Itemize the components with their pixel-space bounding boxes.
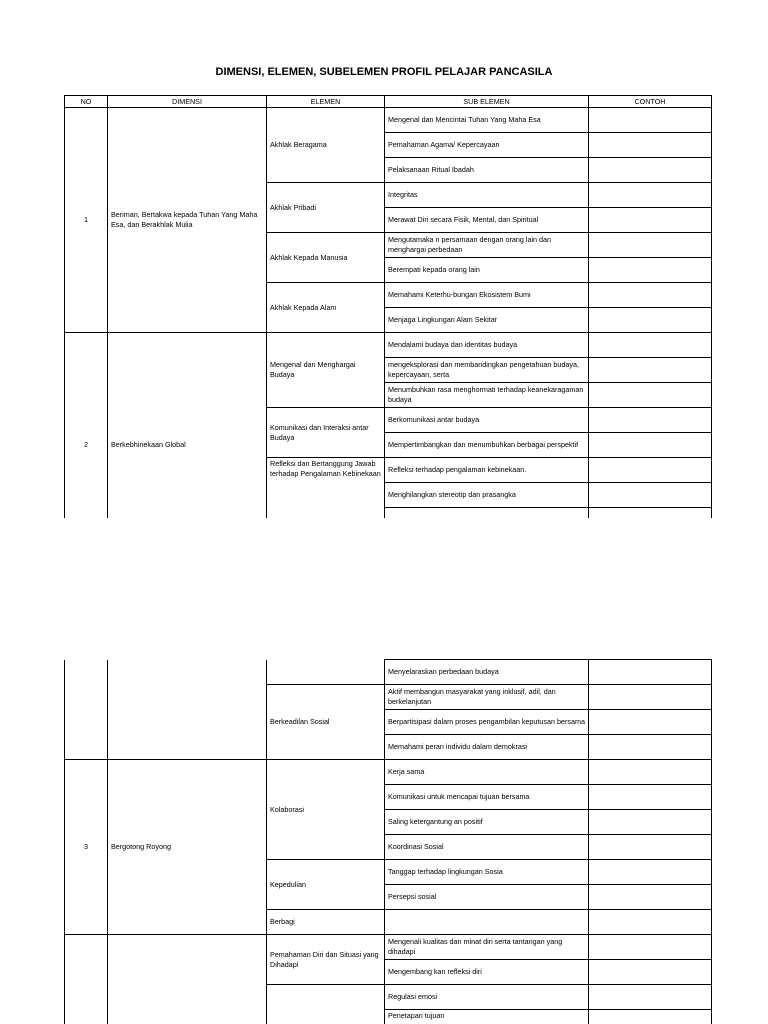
dimension-number [65, 660, 108, 760]
sub-element-cell: Aktif membangun masyarakat yang inklusif, adil, dan berkelanjutan [385, 685, 589, 710]
element-cell: Mengenal dan Menghargai Budaya [267, 333, 385, 408]
sub-element-cell [385, 910, 589, 935]
sub-element-cell: Memahami peran individu dalam demokrasi [385, 735, 589, 760]
sub-element-cell: mengeksplorasi dan membandingkan pengetahuan budaya, kepercayaan, serta [385, 358, 589, 383]
page-title: DIMENSI, ELEMEN, SUBELEMEN PROFIL PELAJAR PANCASILA [215, 66, 553, 78]
element-cell: Komunikasi dan Interaksi antar Budaya [267, 408, 385, 458]
element-cell: Akhlak Kepada Manusia [267, 233, 385, 283]
element-cell [267, 660, 385, 685]
sub-element-cell: Regulasi emosi [385, 985, 589, 1010]
sub-element-cell: Pelaksanaan Ritual Ibadah [385, 158, 589, 183]
sub-element-cell: Mengembang kan refleksi diri [385, 960, 589, 985]
example-cell [589, 935, 712, 960]
header-elemen: ELEMEN [267, 96, 385, 108]
example-cell [589, 1010, 712, 1024]
example-cell [589, 810, 712, 835]
example-cell [589, 760, 712, 785]
dimension-name: Berkebhinekaan Global [108, 333, 267, 519]
sub-element-cell: Mengenali kualitas dan minat diri serta tantangan yang dihadapi [385, 935, 589, 960]
table-row [65, 760, 712, 785]
table-row [65, 935, 712, 960]
sub-element-cell: Menyelaraskan perbedaan budaya [385, 660, 589, 685]
dimension-number: 1 [65, 108, 108, 333]
example-cell [589, 910, 712, 935]
example-cell [589, 785, 712, 810]
sub-element-cell: Penetapan tujuan [385, 1010, 589, 1024]
sub-element-cell: Berempati kepada orang lain [385, 258, 589, 283]
sub-element-cell: Kerja sama [385, 760, 589, 785]
example-cell [589, 885, 712, 910]
element-cell: Akhlak Kepada Alam [267, 283, 385, 333]
header-no: NO [65, 96, 108, 108]
element-cell: Akhlak Beragama [267, 108, 385, 183]
dimension-number [65, 935, 108, 1024]
sub-element-cell: Mengenal dan Mencintai Tuhan Yang Maha Esa [385, 108, 589, 133]
sub-element-cell: Berkomunikasi antar budaya [385, 408, 589, 433]
sub-element-cell: Menumbuhkan rasa menghormati terhadap keanekaragaman budaya [385, 383, 589, 408]
element-cell: Berbagi [267, 910, 385, 935]
element-cell: Kepedulian [267, 860, 385, 910]
sub-element-cell: Saling ketergantung an positif [385, 810, 589, 835]
example-cell [589, 960, 712, 985]
example-cell [589, 835, 712, 860]
dimension-name: Beriman, Bertakwa kepada Tuhan Yang Maha Esa, dan Berakhlak Mulia [108, 108, 267, 333]
dimension-name: Bergotong Royong [108, 760, 267, 935]
header-contoh: CONTOH [589, 96, 712, 108]
example-cell [589, 985, 712, 1010]
element-cell: Berkeadilan Sosial [267, 685, 385, 760]
dimension-name [108, 935, 267, 1024]
example-cell [589, 735, 712, 760]
sub-element-cell: Tanggap terhadap lingkungan Sosia [385, 860, 589, 885]
sub-element-cell: Integritas [385, 183, 589, 208]
sub-element-cell: Mengutamaka n persamaan dengan orang lain dan menghargai perbedaan [385, 233, 589, 258]
dimension-number: 2 [65, 333, 108, 519]
sub-element-cell: Menghilangkan stereotip dan prasangka [385, 483, 589, 508]
example-cell [589, 710, 712, 735]
header-sub-elemen: SUB ELEMEN [385, 96, 589, 108]
sub-element-cell: Persepsi sosial [385, 885, 589, 910]
dimension-number: 3 [65, 760, 108, 935]
sub-element-cell: Berpartisipasi dalam proses pengambilan keputusan bersama [385, 710, 589, 735]
sub-element-cell: Merawat Diri secara Fisik, Mental, dan Spiritual [385, 208, 589, 233]
example-cell [589, 660, 712, 685]
sub-element-cell: Pemahaman Agama/ Kepercayaan [385, 133, 589, 158]
dimension-name [108, 660, 267, 760]
sub-element-cell: Refleksi terhadap pengalaman kebinekaan. [385, 458, 589, 483]
example-cell [589, 860, 712, 885]
sub-element-cell: Mempertimbangkan dan menumbuhkan berbagai perspektif [385, 433, 589, 458]
element-cell: Akhlak Pribadi [267, 183, 385, 233]
sub-element-cell: Mendalami budaya dan identitas budaya [385, 333, 589, 358]
table-row [65, 660, 712, 685]
profile-table-page-2 [64, 659, 712, 1024]
element-cell: Kolaborasi [267, 760, 385, 860]
header-dimensi: DIMENSI [108, 96, 267, 108]
element-cell: Refleksi dan Bertanggung Jawab terhadap Pengalaman Kebinekaan [267, 458, 385, 519]
sub-element-cell: Menjaga Lingkungan Alam Sekitar [385, 308, 589, 333]
sub-element-cell: Komunikasi untuk mencapai tujuan bersama [385, 785, 589, 810]
element-cell [267, 985, 385, 1024]
sub-element-cell: Memahami Keterhu-bungan Ekosistem Bumi [385, 283, 589, 308]
sub-element-cell: Koordinasi Sosial [385, 835, 589, 860]
element-cell: Pemahaman Diri dan Situasi yang Dihadapi [267, 935, 385, 985]
example-cell [589, 685, 712, 710]
